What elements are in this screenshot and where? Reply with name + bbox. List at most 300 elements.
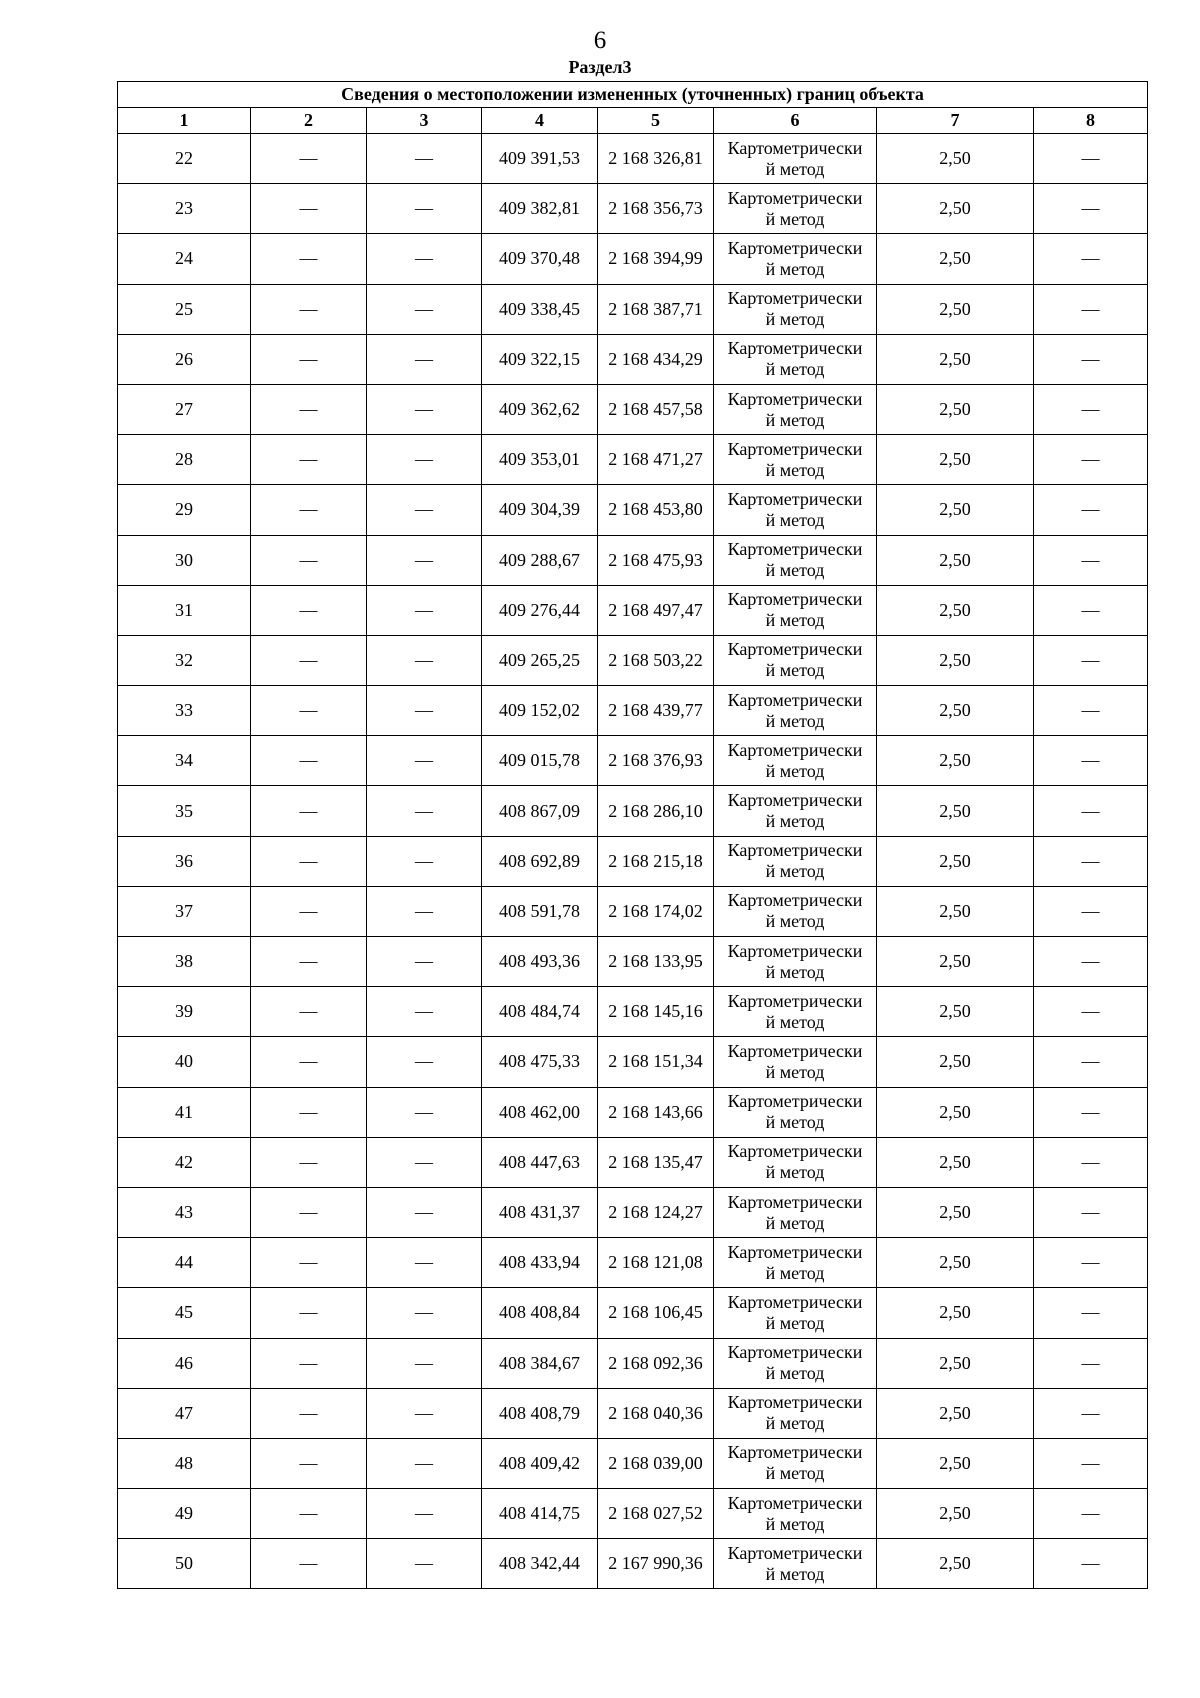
accuracy-cell: 2,50 xyxy=(877,1087,1034,1137)
point-number-cell: 41 xyxy=(118,1087,251,1137)
column-8-cell: — xyxy=(1034,736,1148,786)
coordinate-x-cell: 408 591,78 xyxy=(482,886,598,936)
column-8-cell: — xyxy=(1034,1489,1148,1539)
coordinate-x-cell: 409 015,78 xyxy=(482,736,598,786)
column-3-cell: — xyxy=(367,284,482,334)
coordinate-x-cell: 408 342,44 xyxy=(482,1539,598,1589)
method-cell xyxy=(714,234,877,284)
column-3-cell: — xyxy=(367,1489,482,1539)
coordinate-y-cell: 2 168 124,27 xyxy=(598,1187,714,1237)
point-number-cell: 37 xyxy=(118,886,251,936)
method-line-2: й метод xyxy=(765,811,825,832)
coordinate-x-cell: 409 370,48 xyxy=(482,234,598,284)
coordinate-y-cell: 2 168 135,47 xyxy=(598,1137,714,1187)
table-row xyxy=(118,886,1148,936)
column-8-cell: — xyxy=(1034,1388,1148,1438)
coordinate-y-cell: 2 168 133,95 xyxy=(598,937,714,987)
coordinate-x-cell: 408 408,79 xyxy=(482,1388,598,1438)
accuracy-cell: 2,50 xyxy=(877,1037,1034,1087)
method-line-1: Картометрически xyxy=(727,488,863,509)
method-cell xyxy=(714,334,877,384)
table-row xyxy=(118,1288,1148,1338)
column-2-cell: — xyxy=(251,635,367,685)
coordinate-y-cell: 2 168 356,73 xyxy=(598,184,714,234)
method-line-1: Картометрически xyxy=(727,438,863,459)
accuracy-cell: 2,50 xyxy=(877,1539,1034,1589)
point-number-cell: 26 xyxy=(118,334,251,384)
column-2-cell: — xyxy=(251,485,367,535)
accuracy-cell: 2,50 xyxy=(877,384,1034,434)
column-3-cell: — xyxy=(367,485,482,535)
column-2-cell: — xyxy=(251,1187,367,1237)
coordinate-x-cell: 409 338,45 xyxy=(482,284,598,334)
method-cell xyxy=(714,1137,877,1187)
method-cell xyxy=(714,1238,877,1288)
coordinate-y-cell: 2 168 439,77 xyxy=(598,686,714,736)
column-2-cell: — xyxy=(251,1388,367,1438)
method-cell xyxy=(714,786,877,836)
coordinate-y-cell: 2 168 503,22 xyxy=(598,635,714,685)
table-row xyxy=(118,836,1148,886)
point-number-cell: 25 xyxy=(118,284,251,334)
method-line-1: Картометрически xyxy=(727,589,863,610)
column-8-cell: — xyxy=(1034,1288,1148,1338)
method-line-2: й метод xyxy=(765,1262,825,1283)
column-8-cell: — xyxy=(1034,1187,1148,1237)
column-8-cell: — xyxy=(1034,1037,1148,1087)
method-line-2: й метод xyxy=(765,710,825,731)
method-line-2: й метод xyxy=(765,760,825,781)
method-cell xyxy=(714,836,877,886)
method-line-1: Картометрически xyxy=(727,388,863,409)
method-line-1: Картометрически xyxy=(727,1191,863,1212)
column-2-cell: — xyxy=(251,334,367,384)
accuracy-cell: 2,50 xyxy=(877,334,1034,384)
method-line-1: Картометрически xyxy=(727,639,863,660)
column-2-cell: — xyxy=(251,1338,367,1388)
method-line-2: й метод xyxy=(765,1513,825,1534)
method-line-2: й метод xyxy=(765,1011,825,1032)
point-number-cell: 42 xyxy=(118,1137,251,1187)
coordinates-table xyxy=(117,81,1148,1589)
method-line-1: Картометрически xyxy=(727,790,863,811)
coordinate-y-cell: 2 168 497,47 xyxy=(598,585,714,635)
column-2-cell: — xyxy=(251,284,367,334)
column-3-cell: — xyxy=(367,435,482,485)
method-line-1: Картометрически xyxy=(727,288,863,309)
method-cell xyxy=(714,1539,877,1589)
accuracy-cell: 2,50 xyxy=(877,886,1034,936)
column-3-cell: — xyxy=(367,886,482,936)
column-number: 2 xyxy=(251,108,367,134)
column-number: 8 xyxy=(1034,108,1148,134)
column-2-cell: — xyxy=(251,435,367,485)
column-8-cell: — xyxy=(1034,1338,1148,1388)
column-2-cell: — xyxy=(251,886,367,936)
method-line-2: й метод xyxy=(765,1463,825,1484)
table-row xyxy=(118,736,1148,786)
column-8-cell: — xyxy=(1034,234,1148,284)
coordinate-y-cell: 2 168 143,66 xyxy=(598,1087,714,1137)
method-line-2: й метод xyxy=(765,309,825,330)
method-cell xyxy=(714,1438,877,1488)
column-8-cell: — xyxy=(1034,686,1148,736)
method-line-1: Картометрически xyxy=(727,689,863,710)
method-cell xyxy=(714,284,877,334)
table-row xyxy=(118,334,1148,384)
column-2-cell: — xyxy=(251,585,367,635)
coordinate-y-cell: 2 167 990,36 xyxy=(598,1539,714,1589)
column-3-cell: — xyxy=(367,384,482,434)
method-line-2: й метод xyxy=(765,258,825,279)
accuracy-cell: 2,50 xyxy=(877,234,1034,284)
column-3-cell: — xyxy=(367,1187,482,1237)
method-line-2: й метод xyxy=(765,459,825,480)
column-8-cell: — xyxy=(1034,334,1148,384)
column-3-cell: — xyxy=(367,1438,482,1488)
method-line-1: Картометрически xyxy=(727,1091,863,1112)
method-cell xyxy=(714,1388,877,1438)
table-row xyxy=(118,1137,1148,1187)
column-number: 6 xyxy=(714,108,877,134)
column-number-row xyxy=(118,108,1148,134)
coordinate-x-cell: 408 692,89 xyxy=(482,836,598,886)
point-number-cell: 29 xyxy=(118,485,251,535)
coordinate-x-cell: 409 304,39 xyxy=(482,485,598,535)
table-row xyxy=(118,1238,1148,1288)
method-cell xyxy=(714,535,877,585)
column-2-cell: — xyxy=(251,1137,367,1187)
coordinate-x-cell: 408 447,63 xyxy=(482,1137,598,1187)
method-line-1: Картометрически xyxy=(727,137,863,158)
method-line-2: й метод xyxy=(765,1312,825,1333)
coordinate-x-cell: 409 322,15 xyxy=(482,334,598,384)
accuracy-cell: 2,50 xyxy=(877,1137,1034,1187)
column-3-cell: — xyxy=(367,234,482,284)
column-number: 3 xyxy=(367,108,482,134)
coordinate-x-cell: 408 431,37 xyxy=(482,1187,598,1237)
column-3-cell: — xyxy=(367,635,482,685)
method-cell xyxy=(714,736,877,786)
point-number-cell: 34 xyxy=(118,736,251,786)
column-2-cell: — xyxy=(251,535,367,585)
column-8-cell: — xyxy=(1034,384,1148,434)
method-cell xyxy=(714,1187,877,1237)
accuracy-cell: 2,50 xyxy=(877,134,1034,184)
method-line-2: й метод xyxy=(765,509,825,530)
accuracy-cell: 2,50 xyxy=(877,284,1034,334)
table-row xyxy=(118,635,1148,685)
table-row xyxy=(118,284,1148,334)
coordinate-y-cell: 2 168 387,71 xyxy=(598,284,714,334)
coordinate-y-cell: 2 168 145,16 xyxy=(598,987,714,1037)
column-3-cell: — xyxy=(367,334,482,384)
column-8-cell: — xyxy=(1034,1087,1148,1137)
table-row xyxy=(118,1187,1148,1237)
coordinate-x-cell: 408 414,75 xyxy=(482,1489,598,1539)
column-8-cell: — xyxy=(1034,284,1148,334)
accuracy-cell: 2,50 xyxy=(877,1388,1034,1438)
table-row xyxy=(118,585,1148,635)
accuracy-cell: 2,50 xyxy=(877,987,1034,1037)
column-3-cell: — xyxy=(367,1288,482,1338)
column-number: 7 xyxy=(877,108,1034,134)
table-caption: Сведения о местоположении измененных (уточненных) границ объекта xyxy=(118,82,1148,108)
coordinate-y-cell: 2 168 151,34 xyxy=(598,1037,714,1087)
point-number-cell: 38 xyxy=(118,937,251,987)
method-cell xyxy=(714,1288,877,1338)
coordinate-y-cell: 2 168 471,27 xyxy=(598,435,714,485)
column-number: 4 xyxy=(482,108,598,134)
method-cell xyxy=(714,1087,877,1137)
method-line-2: й метод xyxy=(765,861,825,882)
point-number-cell: 50 xyxy=(118,1539,251,1589)
method-line-1: Картометрически xyxy=(727,237,863,258)
column-2-cell: — xyxy=(251,786,367,836)
point-number-cell: 48 xyxy=(118,1438,251,1488)
column-3-cell: — xyxy=(367,1338,482,1388)
table-row xyxy=(118,1539,1148,1589)
method-line-1: Картометрически xyxy=(727,1040,863,1061)
method-cell xyxy=(714,435,877,485)
coordinate-x-cell: 408 484,74 xyxy=(482,987,598,1037)
section-title: Раздел3 xyxy=(568,57,632,77)
method-line-1: Картометрически xyxy=(727,1241,863,1262)
accuracy-cell: 2,50 xyxy=(877,686,1034,736)
method-line-2: й метод xyxy=(765,1061,825,1082)
accuracy-cell: 2,50 xyxy=(877,1238,1034,1288)
method-line-1: Картометрически xyxy=(727,1291,863,1312)
method-line-2: й метод xyxy=(765,911,825,932)
accuracy-cell: 2,50 xyxy=(877,786,1034,836)
method-cell xyxy=(714,585,877,635)
coordinate-x-cell: 409 353,01 xyxy=(482,435,598,485)
coordinate-x-cell: 408 409,42 xyxy=(482,1438,598,1488)
method-line-2: й метод xyxy=(765,1112,825,1133)
column-8-cell: — xyxy=(1034,535,1148,585)
coordinate-x-cell: 409 152,02 xyxy=(482,686,598,736)
table-row xyxy=(118,686,1148,736)
column-8-cell: — xyxy=(1034,886,1148,936)
column-2-cell: — xyxy=(251,686,367,736)
method-line-1: Картометрически xyxy=(727,187,863,208)
accuracy-cell: 2,50 xyxy=(877,635,1034,685)
table-row xyxy=(118,937,1148,987)
column-2-cell: — xyxy=(251,1288,367,1338)
method-cell xyxy=(714,686,877,736)
method-line-1: Картометрически xyxy=(727,1141,863,1162)
column-8-cell: — xyxy=(1034,134,1148,184)
coordinate-y-cell: 2 168 040,36 xyxy=(598,1388,714,1438)
point-number-cell: 31 xyxy=(118,585,251,635)
column-8-cell: — xyxy=(1034,184,1148,234)
method-line-2: й метод xyxy=(765,1563,825,1584)
column-8-cell: — xyxy=(1034,1438,1148,1488)
coordinate-y-cell: 2 168 376,93 xyxy=(598,736,714,786)
point-number-cell: 47 xyxy=(118,1388,251,1438)
coordinate-y-cell: 2 168 174,02 xyxy=(598,886,714,936)
table-row xyxy=(118,1489,1148,1539)
accuracy-cell: 2,50 xyxy=(877,485,1034,535)
coordinate-x-cell: 409 265,25 xyxy=(482,635,598,685)
point-number-cell: 22 xyxy=(118,134,251,184)
point-number-cell: 44 xyxy=(118,1238,251,1288)
column-2-cell: — xyxy=(251,1238,367,1288)
method-line-1: Картометрически xyxy=(727,1392,863,1413)
point-number-cell: 35 xyxy=(118,786,251,836)
accuracy-cell: 2,50 xyxy=(877,1187,1034,1237)
method-cell xyxy=(714,937,877,987)
coordinate-y-cell: 2 168 326,81 xyxy=(598,134,714,184)
column-8-cell: — xyxy=(1034,485,1148,535)
point-number-cell: 32 xyxy=(118,635,251,685)
method-line-2: й метод xyxy=(765,1413,825,1434)
column-3-cell: — xyxy=(367,1539,482,1589)
method-line-1: Картометрически xyxy=(727,1442,863,1463)
method-line-1: Картометрически xyxy=(727,1542,863,1563)
method-cell xyxy=(714,886,877,936)
column-2-cell: — xyxy=(251,736,367,786)
method-line-1: Картометрически xyxy=(727,338,863,359)
method-cell xyxy=(714,1037,877,1087)
accuracy-cell: 2,50 xyxy=(877,937,1034,987)
table-row xyxy=(118,786,1148,836)
accuracy-cell: 2,50 xyxy=(877,1438,1034,1488)
coordinate-x-cell: 408 408,84 xyxy=(482,1288,598,1338)
column-2-cell: — xyxy=(251,384,367,434)
table-row xyxy=(118,1338,1148,1388)
column-3-cell: — xyxy=(367,736,482,786)
coordinate-y-cell: 2 168 092,36 xyxy=(598,1338,714,1388)
column-2-cell: — xyxy=(251,184,367,234)
coordinate-y-cell: 2 168 457,58 xyxy=(598,384,714,434)
coordinate-x-cell: 408 493,36 xyxy=(482,937,598,987)
method-line-1: Картометрически xyxy=(727,990,863,1011)
column-3-cell: — xyxy=(367,1238,482,1288)
method-line-2: й метод xyxy=(765,409,825,430)
method-line-2: й метод xyxy=(765,1363,825,1384)
point-number-cell: 36 xyxy=(118,836,251,886)
method-cell xyxy=(714,635,877,685)
table-body xyxy=(118,134,1148,1589)
column-3-cell: — xyxy=(367,937,482,987)
column-3-cell: — xyxy=(367,1087,482,1137)
column-2-cell: — xyxy=(251,1037,367,1087)
coordinate-x-cell: 409 362,62 xyxy=(482,384,598,434)
point-number-cell: 33 xyxy=(118,686,251,736)
column-8-cell: — xyxy=(1034,1137,1148,1187)
coordinate-x-cell: 409 288,67 xyxy=(482,535,598,585)
table-row xyxy=(118,535,1148,585)
method-cell xyxy=(714,1338,877,1388)
accuracy-cell: 2,50 xyxy=(877,184,1034,234)
method-line-2: й метод xyxy=(765,961,825,982)
accuracy-cell: 2,50 xyxy=(877,1288,1034,1338)
method-line-2: й метод xyxy=(765,560,825,581)
column-2-cell: — xyxy=(251,987,367,1037)
point-number-cell: 43 xyxy=(118,1187,251,1237)
method-line-2: й метод xyxy=(765,610,825,631)
accuracy-cell: 2,50 xyxy=(877,1489,1034,1539)
method-line-2: й метод xyxy=(765,208,825,229)
column-8-cell: — xyxy=(1034,937,1148,987)
point-number-cell: 23 xyxy=(118,184,251,234)
column-8-cell: — xyxy=(1034,1539,1148,1589)
point-number-cell: 30 xyxy=(118,535,251,585)
accuracy-cell: 2,50 xyxy=(877,585,1034,635)
column-3-cell: — xyxy=(367,535,482,585)
table-row xyxy=(118,987,1148,1037)
method-line-1: Картометрически xyxy=(727,739,863,760)
table-row xyxy=(118,485,1148,535)
table-row xyxy=(118,1087,1148,1137)
coordinate-y-cell: 2 168 027,52 xyxy=(598,1489,714,1539)
column-3-cell: — xyxy=(367,786,482,836)
column-2-cell: — xyxy=(251,1539,367,1589)
method-line-2: й метод xyxy=(765,660,825,681)
table-row xyxy=(118,184,1148,234)
column-3-cell: — xyxy=(367,184,482,234)
method-line-2: й метод xyxy=(765,1162,825,1183)
point-number-cell: 40 xyxy=(118,1037,251,1087)
coordinate-x-cell: 409 276,44 xyxy=(482,585,598,635)
accuracy-cell: 2,50 xyxy=(877,1338,1034,1388)
method-line-1: Картометрически xyxy=(727,1492,863,1513)
column-3-cell: — xyxy=(367,1388,482,1438)
column-8-cell: — xyxy=(1034,435,1148,485)
accuracy-cell: 2,50 xyxy=(877,435,1034,485)
column-8-cell: — xyxy=(1034,585,1148,635)
column-3-cell: — xyxy=(367,686,482,736)
method-cell xyxy=(714,384,877,434)
column-number: 5 xyxy=(598,108,714,134)
coordinate-y-cell: 2 168 121,08 xyxy=(598,1238,714,1288)
point-number-cell: 27 xyxy=(118,384,251,434)
point-number-cell: 24 xyxy=(118,234,251,284)
point-number-cell: 39 xyxy=(118,987,251,1037)
table-row xyxy=(118,134,1148,184)
method-line-1: Картометрически xyxy=(727,940,863,961)
coordinate-y-cell: 2 168 286,10 xyxy=(598,786,714,836)
column-3-cell: — xyxy=(367,987,482,1037)
coordinate-y-cell: 2 168 434,29 xyxy=(598,334,714,384)
point-number-cell: 45 xyxy=(118,1288,251,1338)
accuracy-cell: 2,50 xyxy=(877,836,1034,886)
method-line-1: Картометрически xyxy=(727,890,863,911)
method-line-2: й метод xyxy=(765,158,825,179)
table-row xyxy=(118,1037,1148,1087)
table-row xyxy=(118,435,1148,485)
coordinate-x-cell: 409 391,53 xyxy=(482,134,598,184)
method-cell xyxy=(714,184,877,234)
coordinate-x-cell: 408 867,09 xyxy=(482,786,598,836)
coordinate-x-cell: 408 384,67 xyxy=(482,1338,598,1388)
method-cell xyxy=(714,485,877,535)
coordinate-x-cell: 408 433,94 xyxy=(482,1238,598,1288)
table-row xyxy=(118,1438,1148,1488)
column-number: 1 xyxy=(118,108,251,134)
column-3-cell: — xyxy=(367,1137,482,1187)
coordinate-x-cell: 408 462,00 xyxy=(482,1087,598,1137)
column-8-cell: — xyxy=(1034,1238,1148,1288)
column-3-cell: — xyxy=(367,836,482,886)
page-number: 6 xyxy=(593,27,607,54)
method-line-2: й метод xyxy=(765,1212,825,1233)
column-3-cell: — xyxy=(367,1037,482,1087)
point-number-cell: 46 xyxy=(118,1338,251,1388)
column-8-cell: — xyxy=(1034,836,1148,886)
column-2-cell: — xyxy=(251,1087,367,1137)
